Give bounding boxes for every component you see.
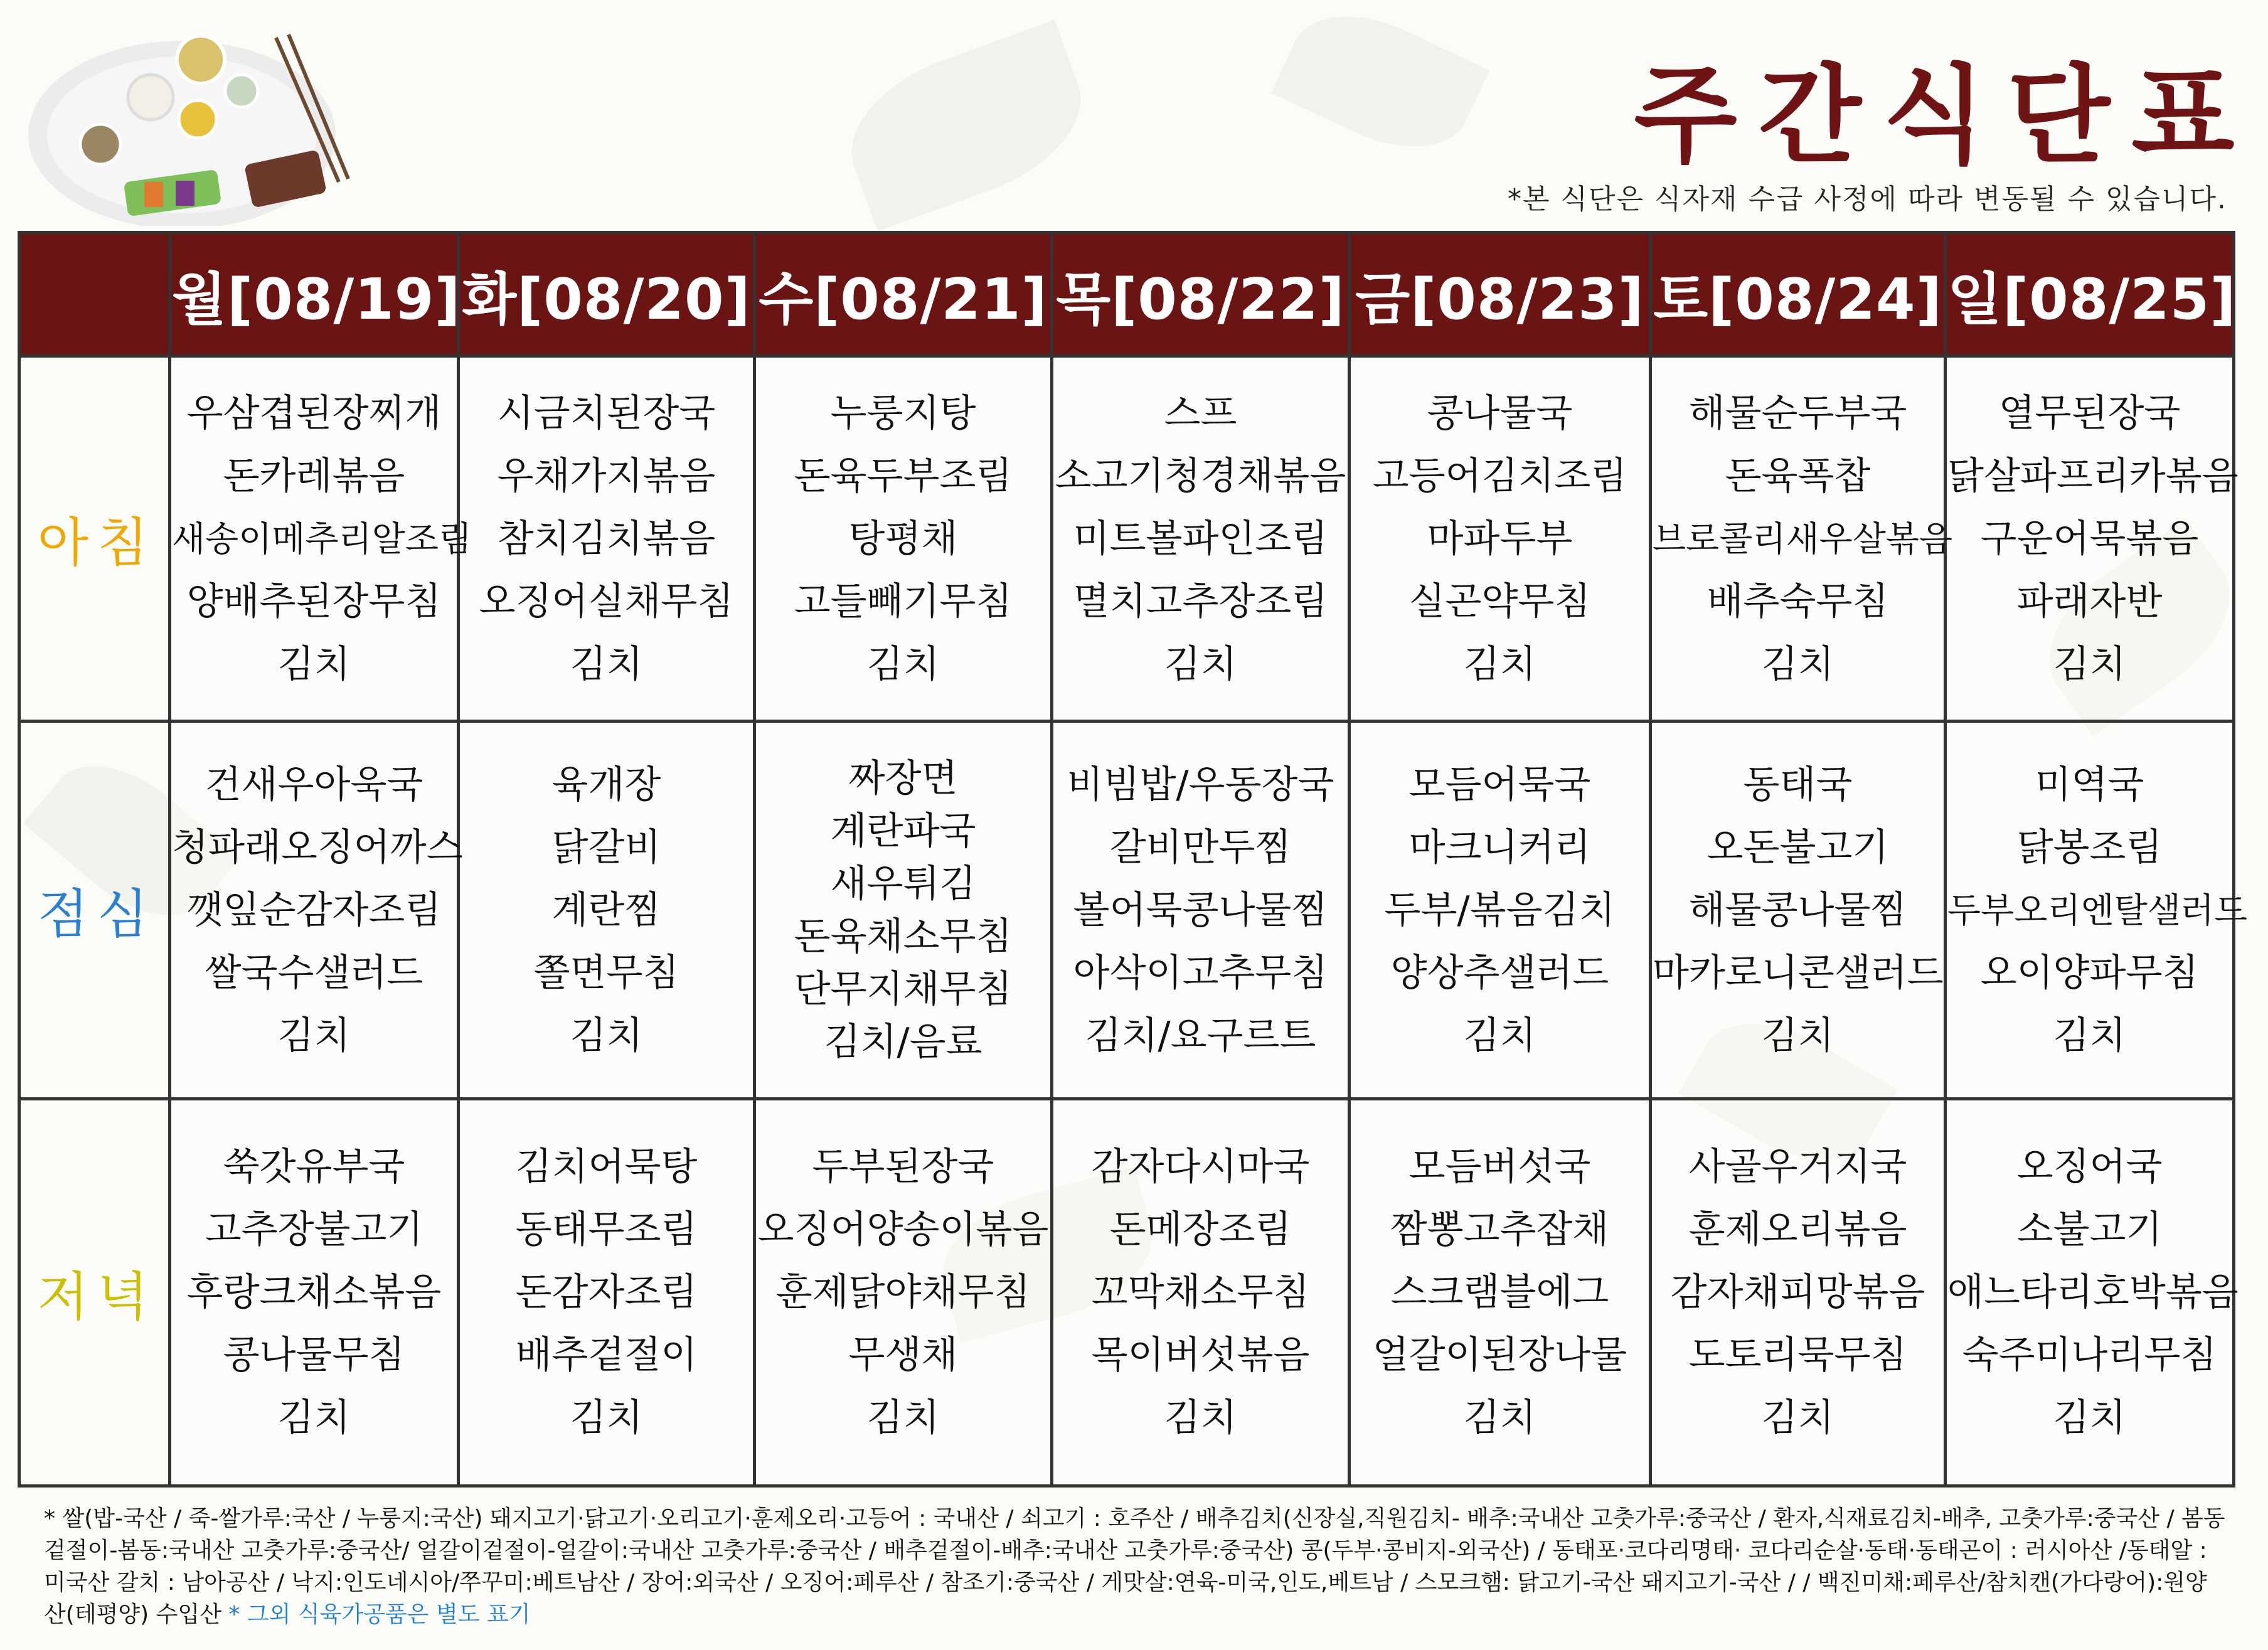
menu-item: 김치/음료	[824, 1019, 982, 1064]
menu-item: 오이양파무침	[1980, 950, 2199, 995]
menu-cell-breakfast-sun	[1946, 356, 2239, 721]
menu-item: 스크램블에그	[1390, 1270, 1609, 1314]
menu-item: 김치	[1761, 1013, 1834, 1058]
menu-item: 쫄면무침	[533, 950, 679, 995]
menu-item: 건새우아욱국	[205, 762, 423, 807]
menu-cell-breakfast-sat	[1651, 356, 1953, 721]
menu-item: 돈카레볶음	[223, 454, 405, 498]
menu-cell-breakfast-tue	[459, 356, 755, 721]
menu-item: 볼어묵콩나물찜	[1073, 888, 1328, 932]
menu-cell-breakfast-wed	[755, 356, 1052, 721]
menu-item: 모듬어묵국	[1408, 762, 1591, 807]
menu-item: 콩나물무침	[223, 1333, 405, 1377]
menu-item: 김치	[277, 1396, 351, 1440]
page-title: 주간식단표	[1634, 54, 2256, 178]
menu-item: 돈감자조림	[515, 1270, 698, 1314]
background-leaf	[1271, 0, 1489, 173]
menu-cell-lunch-wed	[755, 721, 1052, 1099]
meal-row-lunch	[19, 721, 2234, 1099]
menu-item: 청파래오징어까스	[172, 825, 463, 870]
menu-item: 비빔밥/우동장국	[1067, 762, 1334, 807]
menu-item: 김치	[2053, 642, 2126, 686]
menu-item: 돈육폭찹	[1725, 454, 1871, 498]
menu-item: 우채가지볶음	[497, 454, 716, 498]
menu-item: 고들빼기무침	[794, 579, 1013, 624]
menu-item: 오징어실채무침	[479, 579, 734, 624]
menu-item: 도토리묵무침	[1688, 1333, 1907, 1377]
menu-item: 꼬막채소무침	[1091, 1270, 1310, 1314]
menu-item: 파래자반	[2016, 579, 2163, 624]
menu-item: 김치	[2053, 1396, 2126, 1440]
menu-cell-breakfast-mon	[170, 356, 472, 721]
menu-item: 탕평채	[848, 516, 958, 561]
menu-item: 구운어묵볶음	[1980, 516, 2199, 561]
meal-label-lunch: 점심	[19, 721, 170, 1099]
menu-item: 양배추된장무침	[186, 579, 442, 624]
menu-item: 김치	[866, 642, 940, 686]
menu-item: 계란찜	[551, 888, 661, 932]
menu-item: 열무된장국	[1998, 391, 2181, 435]
menu-item: 깻잎순감자조림	[186, 888, 442, 932]
menu-item: 김치	[1761, 642, 1834, 686]
menu-item: 김치	[1164, 642, 1237, 686]
menu-item: 배추숙무침	[1706, 579, 1889, 624]
meal-label-dinner: 저녁	[19, 1099, 170, 1486]
menu-item: 마카로니콘샐러드	[1653, 950, 1944, 995]
day-header-sat: 토[08/24]	[1651, 233, 1946, 356]
menu-item: 김치/요구르트	[1085, 1013, 1316, 1058]
menu-cell-dinner-mon	[170, 1099, 459, 1486]
menu-item: 감자채피망볶음	[1670, 1270, 1925, 1314]
menu-item: 고등어김치조림	[1372, 454, 1627, 498]
meal-row-dinner	[19, 1099, 2234, 1486]
day-header-tue: 화[08/20]	[459, 233, 755, 356]
origin-note-highlight: * 그외 식육가공품은 별도 표기	[228, 1602, 531, 1627]
menu-cell-breakfast-thu	[1052, 356, 1350, 721]
menu-item: 멸치고추장조림	[1073, 579, 1328, 624]
menu-item: 김치	[1463, 1013, 1536, 1058]
menu-item: 실곤약무침	[1408, 579, 1591, 624]
menu-body	[19, 356, 2248, 1486]
menu-item: 오돈불고기	[1706, 825, 1889, 870]
menu-item: 소불고기	[2016, 1208, 2163, 1252]
menu-item: 모듬버섯국	[1408, 1145, 1591, 1189]
day-header-sun: 일[08/25]	[1946, 233, 2234, 356]
menu-cell-dinner-sun	[1946, 1099, 2239, 1486]
menu-item: 사골우거지국	[1688, 1145, 1907, 1189]
menu-item: 배추겉절이	[515, 1333, 698, 1377]
menu-cell-lunch-thu	[1052, 721, 1350, 1099]
meal-row-breakfast	[19, 356, 2234, 721]
menu-item: 돈메장조림	[1109, 1208, 1292, 1252]
menu-item: 훈제오리볶음	[1688, 1208, 1907, 1252]
background-leaf	[831, 20, 1102, 232]
menu-item: 김치	[570, 1396, 643, 1440]
menu-item: 브로콜리새우살볶음	[1653, 518, 1953, 559]
menu-item: 두부오리엔탈샐러드	[1947, 890, 2248, 930]
menu-cell-dinner-wed	[755, 1099, 1052, 1486]
menu-item: 쑥갓유부국	[223, 1145, 405, 1189]
menu-item: 김치	[570, 642, 643, 686]
menu-item: 훈제닭야채무침	[775, 1270, 1031, 1314]
menu-item: 돈육채소무침	[794, 914, 1013, 959]
menu-cell-lunch-sat	[1651, 721, 1946, 1099]
menu-cell-breakfast-fri	[1350, 356, 1651, 721]
menu-item: 우삼겹된장찌개	[186, 391, 442, 435]
menu-item: 김치	[277, 642, 351, 686]
menu-cell-dinner-sat	[1651, 1099, 1946, 1486]
menu-cell-dinner-tue	[459, 1099, 755, 1486]
origin-note: * 쌀(밥-국산 / 죽-쌀가루:국산 / 누룽지:국산) 돼지고기·닭고기·오리고기·훈제오리·고등어 : 국내산 / 쇠고기 : 호주산 / 배추김치(신장실,직원김치- 배추:국내산 고춧가루:중국산 / 환자,식재료김치-배추, 고춧가루:중국산 / 봄동겉절이-봄동:국내산 고춧가루:중국산/ 얼갈이겉절이-얼갈이:국내산 고춧가루:중국산 / 배추겉절이-배추:국내산 고춧가루:중국산) 콩(두부·콩비지-외국산) / 동태포·코다리명태· 코다리순살·동태·동태곤이 : 러시아산 /동태알 : 미국산 갈치 : 남아공산 / 낙지:인도네시아/쭈꾸미:베트남산 / 장어:외국산 / 오징어:페루산 / 참조기:중국산 / 게맛살:연육-미국,인도,베트남 / 스모크햄: 닭고기-국산 돼지고기-국산 / / 백진미채:페루산/참치캔(가다랑어):원양산(테평양) 수입산	[44, 1506, 2225, 1627]
menu-item: 새우튀김	[830, 861, 976, 906]
menu-item: 미트볼파인조림	[1073, 516, 1328, 561]
menu-item: 동태국	[1743, 762, 1853, 807]
menu-item: 오징어국	[2016, 1145, 2163, 1189]
menu-item: 김치	[1761, 1396, 1834, 1440]
menu-item: 후랑크채소볶음	[186, 1270, 442, 1314]
menu-item: 시금치된장국	[497, 391, 716, 435]
menu-item: 마파두부	[1427, 516, 1573, 561]
menu-cell-dinner-fri	[1350, 1099, 1651, 1486]
menu-item: 새송이메추리알조림	[172, 518, 472, 559]
menu-item: 닭갈비	[551, 825, 661, 870]
menu-item: 소고기청경채볶음	[1055, 454, 1346, 498]
menu-item: 해물콩나물찜	[1688, 888, 1907, 932]
menu-item: 무생채	[848, 1333, 958, 1377]
menu-item: 김치	[277, 1013, 351, 1058]
menu-item: 짜장면	[848, 756, 958, 801]
menu-item: 계란파국	[830, 809, 976, 853]
weekly-menu-table	[18, 231, 2248, 1488]
menu-item: 김치	[570, 1013, 643, 1058]
menu-item: 김치	[866, 1396, 940, 1440]
menu-item: 돈육두부조림	[794, 454, 1013, 498]
menu-item: 얼갈이된장나물	[1372, 1333, 1627, 1377]
day-header-fri: 금[08/23]	[1350, 233, 1651, 356]
menu-item: 감자다시마국	[1091, 1145, 1310, 1189]
menu-cell-dinner-thu	[1052, 1099, 1350, 1486]
menu-item: 김치	[2053, 1013, 2126, 1058]
menu-item: 김치	[1463, 1396, 1536, 1440]
menu-cell-lunch-tue	[459, 721, 755, 1099]
menu-item: 오징어양송이볶음	[757, 1208, 1049, 1252]
day-header-thu: 목[08/22]	[1052, 233, 1350, 356]
menu-item: 미역국	[2035, 762, 2144, 807]
menu-cell-lunch-mon	[170, 721, 463, 1099]
menu-item: 동태무조림	[515, 1208, 698, 1252]
menu-item: 숙주미나리무침	[1962, 1333, 2217, 1377]
menu-item: 김치	[1164, 1396, 1237, 1440]
menu-item: 갈비만두찜	[1109, 825, 1292, 870]
menu-cell-lunch-sun	[1946, 721, 2248, 1099]
menu-item: 콩나물국	[1427, 391, 1573, 435]
menu-item: 해물순두부국	[1688, 391, 1907, 435]
menu-item: 양상추샐러드	[1390, 950, 1609, 995]
menu-item: 쌀국수샐러드	[205, 950, 423, 995]
menu-item: 애느타리호박볶음	[1947, 1270, 2239, 1314]
menu-item: 닭봉조림	[2016, 825, 2163, 870]
meal-label-breakfast: 아침	[19, 356, 170, 721]
menu-item: 마크니커리	[1408, 825, 1591, 870]
menu-item: 짬뽕고추잡채	[1390, 1208, 1609, 1252]
menu-item: 김치어묵탕	[515, 1145, 698, 1189]
food-plate-illustration	[25, 25, 351, 226]
menu-item: 고추장불고기	[205, 1208, 423, 1252]
menu-cell-lunch-fri	[1350, 721, 1651, 1099]
header-corner	[19, 233, 170, 356]
menu-item: 김치	[1463, 642, 1536, 686]
menu-item: 누룽지탕	[830, 391, 976, 435]
menu-item: 참치김치볶음	[497, 516, 716, 561]
menu-item: 단무지채무침	[794, 967, 1013, 1011]
menu-item: 닭살파프리카볶음	[1947, 454, 2239, 498]
menu-change-notice: *본 식단은 식자재 수급 사정에 따라 변동될 수 있습니다.	[1508, 183, 2227, 215]
menu-item: 아삭이고추무침	[1073, 950, 1328, 995]
menu-item: 육개장	[551, 762, 661, 807]
day-header-wed: 수[08/21]	[755, 233, 1052, 356]
menu-item: 목이버섯볶음	[1091, 1333, 1310, 1377]
menu-item: 두부된장국	[812, 1145, 994, 1189]
menu-item: 스프	[1164, 391, 1237, 435]
menu-item: 두부/볶음김치	[1384, 888, 1616, 932]
origin-info	[44, 1503, 2227, 1631]
day-header-mon: 월[08/19]	[170, 233, 459, 356]
